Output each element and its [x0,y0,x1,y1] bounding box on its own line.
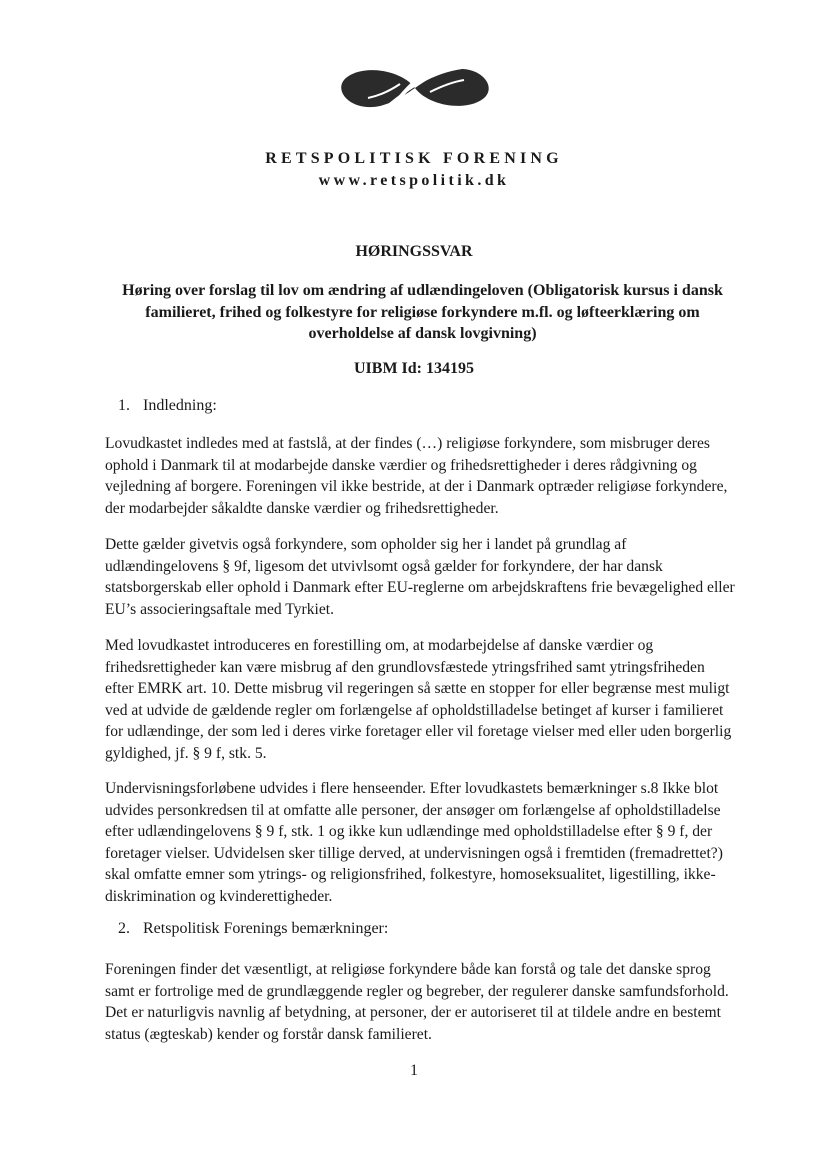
section-heading-introduction [105,397,217,415]
paragraph: Med lovudkastet introduceres en forestilling om, at modarbejdelse af danske værdier og frihedsrettigheder kan være misbrug af den grundlovsfæstede ytringsfrihed samt ytringsfriheden efter EMRK art. 10. Dette misbrug vil regeringen så sætte en stopper for eller begrænse mest muligt ved at udvide de gældende regler om forlængelse af opholdstilladelse betinget af kurser i familieret for udlændinge, der som led i deres virke foretager eller vil foretage vielser med eller uden borgerlig gyldighed, jf. § 9 f, stk. 5. [105,637,732,762]
paragraph: Dette gælder givetvis også forkyndere, som opholder sig her i landet på grundlag af udlændingelovens § 9f, ligesom det utvivlsomt også gælder for forkyndere, der har dansk statsborgerskab eller ophold i Danmark efter EU-reglerne om arbejdskraftens frie bevægelighed eller EU’s associeringsaftale med Tyrkiet. [105,536,735,618]
section-title: Indledning: [143,397,217,414]
paragraph: Foreningen finder det væsentligt, at religiøse forkyndere både kan forstå og tale det danske sprog samt er fortrolige med de grundlæggende regler og begreber, der regulerer danske samfundsforhold. Det er naturligvis navnlig af betydning, at personer, der er autoriseret til at tildele andre en bestemt status (ægteskab) kender og forstår dansk familieret. [105,961,729,1043]
page-number: 1 [410,1062,418,1079]
case-id: UIBM Id: 134195 [353,360,474,377]
retspolitisk-forening-logo [330,52,500,124]
document-subject: Høring over forslag til lov om ændring af udlændingeloven (Obligatorisk kursus i dansk familieret, frihed og folkestyre for religiøse forkyndere m.fl. og løfteerklæring om overholdelse af dansk lovgivning) [122,282,723,342]
paragraph: Undervisningsforløbene udvides i flere henseender. Efter lovudkastets bemærkninger s.8 Ikke blot udvides personkredsen til at omfatte alle personer, der ansøger om forlængelse af opholdstilladelse efter udlændingelovens § 9 f, stk. 1 og ikke kun udlændinge med opholdstilladelse efter § 9 f, der foretager vielser. Udvidelsen sker tillige derved, at undervisningen også i fremtiden (fremadrettet?) skal omfatte emner som ytrings- og religionsfrihed, folkestyre, homoseksualitet, ligestilling, ikke-diskrimination og kvinderettigheder. [105,780,723,905]
document-type: HØRINGSSVAR [355,243,473,260]
section-number: 2. [118,920,130,937]
organization-name: RETSPOLITISK FORENING [265,150,563,167]
paragraph: Lovudkastet indledes med at fastslå, at der findes (…) religiøse forkyndere, som misbruger deres ophold i Danmark til at modarbejde danske værdier og frihedsrettigheder i deres rådgivning og vejledning af borgere. Foreningen vil ikke bestride, at der i Danmark optræder religiøse forkyndere, der modarbejder såkaldte danske værdier og frihedsrettigheder. [105,435,728,517]
section-heading-remarks [105,920,388,938]
organization-url: www.retspolitik.dk [318,172,510,189]
section-title: Retspolitisk Forenings bemærkninger: [143,920,389,937]
section-number: 1. [118,397,130,414]
